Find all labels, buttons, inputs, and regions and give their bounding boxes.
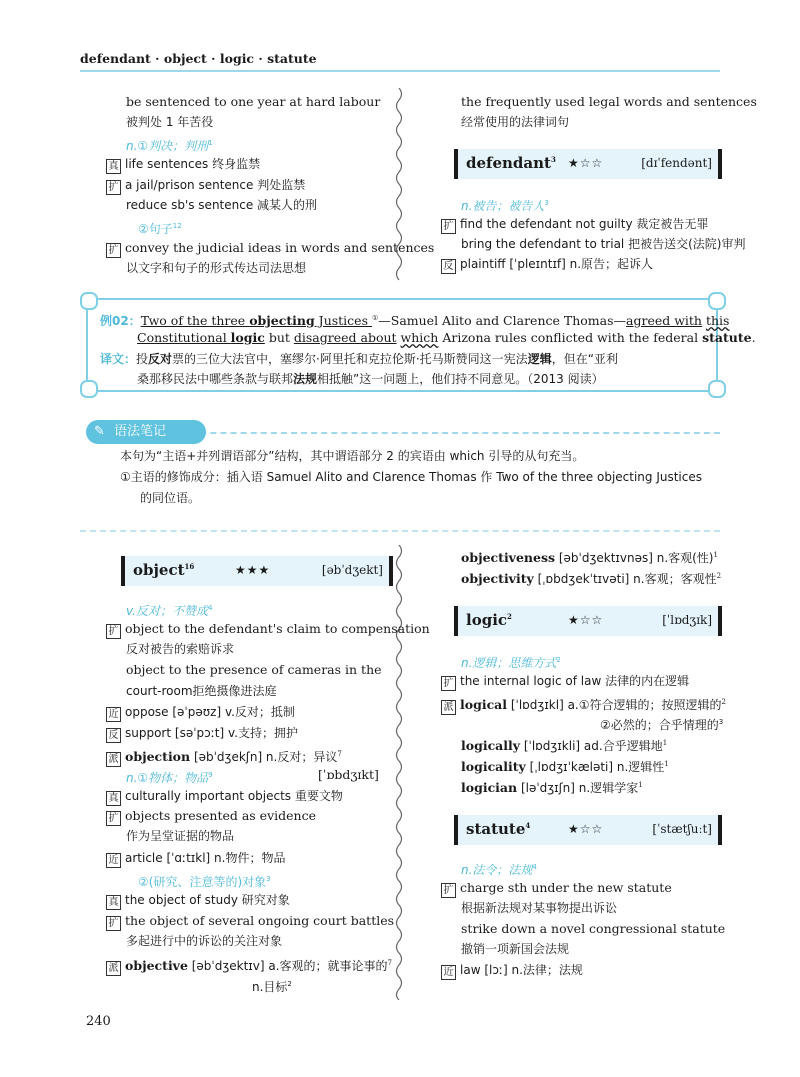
sense: ②(研究、注意等的)对象$^3$ bbox=[138, 875, 271, 890]
text-line: 根据新法规对某事物提出诉讼 bbox=[461, 901, 618, 915]
star-rating: ★★★ bbox=[235, 563, 271, 577]
tag-kuo: 扩 bbox=[106, 624, 121, 639]
corner-ornament-tr bbox=[708, 292, 726, 310]
tag-kuo: 扩 bbox=[441, 676, 456, 691]
corner-ornament-bl bbox=[80, 380, 98, 398]
entry-line: 真 the object of study 研究对象 bbox=[106, 892, 290, 910]
entry-line: 派 objection [əbˈdʒekʃn] n.反对；异议$^7$ bbox=[106, 746, 342, 767]
derivative-line: objectivity [ˌɒbdʒekˈtɪvəti] n.客观；客观性$^2$ bbox=[461, 571, 722, 587]
tag-zhen: 真 bbox=[106, 159, 121, 174]
grammar-line: 的同位语。 bbox=[140, 491, 201, 505]
entry-line: 派 logical [ˈlɒdʒɪkl] a.①符合逻辑的；按照逻辑的$^2$ bbox=[441, 694, 726, 715]
phonetic: [ˈɒbdʒɪkt] bbox=[318, 767, 379, 782]
headword-box-logic bbox=[454, 606, 722, 636]
pen-icon: ✎ bbox=[94, 424, 105, 439]
headword: statute$^4$ bbox=[466, 820, 531, 838]
sense: v.反对；不赞成$^4$ bbox=[126, 604, 213, 619]
derivative-line: objectiveness [əbˈdʒektɪvnəs] n.客观(性)$^1$ bbox=[461, 550, 718, 566]
tag-fan: 反 bbox=[441, 259, 456, 274]
grammar-notes-badge: ✎ 语法笔记 bbox=[86, 420, 206, 444]
headword: logic$^2$ bbox=[466, 611, 512, 629]
entry-line: 扩 charge sth under the new statute bbox=[441, 880, 672, 898]
entry-line: 扩 object to the defendant's claim to compensation bbox=[106, 621, 430, 639]
example-sentence-line1: 例02：Two of the three objecting Justices ①—Samuel Alito and Clarence Thomas—agreed with this bbox=[100, 313, 730, 329]
entry-line: 反 plaintiff [ˈpleɪntɪf] n.原告；起诉人 bbox=[441, 256, 653, 274]
text-line: 经常使用的法律词句 bbox=[461, 115, 570, 129]
sense: n.①物体；物品$^9$ bbox=[126, 771, 213, 786]
entry-line: 近 oppose [əˈpəʊz] v.反对；抵制 bbox=[106, 704, 295, 722]
entry-line: 派 objective [əbˈdʒektɪv] a.客观的；就事论事的$^7$ bbox=[106, 955, 392, 976]
entry-line: 近 law [lɔː] n.法律；法规 bbox=[441, 962, 583, 980]
tag-jin: 近 bbox=[106, 707, 121, 722]
translation-line1: 译文：投反对票的三位大法官中，塞缪尔·阿里托和克拉伦斯·托马斯赞同这一宪法逻辑，但在“亚利 bbox=[100, 352, 618, 366]
corner-ornament-tl bbox=[80, 292, 98, 310]
text-line: reduce sb's sentence 减某人的刑 bbox=[126, 198, 318, 212]
derivative-line: logically [ˈlɒdʒɪkli] ad.合乎逻辑地$^1$ bbox=[461, 738, 668, 754]
entry-line: 扩 the object of several ongoing court battles bbox=[106, 913, 394, 931]
corner-ornament-br bbox=[708, 380, 726, 398]
star-rating: ★☆☆ bbox=[568, 613, 604, 627]
page-header-title: defendant · object · logic · statute bbox=[80, 51, 317, 66]
tag-pai: 派 bbox=[106, 961, 121, 976]
text-line: 以文字和句子的形式传达司法思想 bbox=[126, 261, 307, 275]
sense: n.法令；法规$^4$ bbox=[461, 863, 537, 878]
entry-line: 真 culturally important objects 重要文物 bbox=[106, 788, 343, 806]
tag-jin: 近 bbox=[441, 965, 456, 980]
page-number: 240 bbox=[86, 1014, 111, 1029]
example-label: 例02： bbox=[100, 314, 141, 329]
grammar-line: ①主语的修饰成分：插入语 Samuel Alito and Clarence Thomas 作 Two of the three objecting Justices bbox=[120, 470, 703, 484]
translation-label: 译文： bbox=[100, 352, 137, 366]
entry-line: 近 article [ˈɑːtɪkl] n.物件；物品 bbox=[106, 850, 285, 868]
tag-kuo: 扩 bbox=[106, 180, 121, 195]
text-line: the frequently used legal words and sentences bbox=[461, 94, 757, 109]
entry-line: 扩 convey the judicial ideas in words and sentences bbox=[106, 240, 434, 258]
column-divider-bottom bbox=[393, 545, 405, 1000]
tag-kuo: 扩 bbox=[106, 243, 121, 258]
headword-box-statute bbox=[454, 815, 722, 845]
entry-line: 真 life sentences 终身监禁 bbox=[106, 156, 260, 174]
text-line: court-room拒绝摄像进法庭 bbox=[126, 684, 277, 698]
phonetic: [ˈstætʃuːt] bbox=[652, 822, 712, 836]
headword-box-defendant bbox=[454, 149, 722, 179]
tag-kuo: 扩 bbox=[106, 811, 121, 826]
tag-kuo: 扩 bbox=[106, 916, 121, 931]
translation-line2: 桑那移民法中哪些条款与联邦法规相抵触”这一问题上，他们持不同意见。（2013 阅读） bbox=[137, 372, 604, 386]
tag-zhen: 真 bbox=[106, 895, 121, 910]
section-dash-rule bbox=[80, 530, 720, 532]
headword: object$^{16}$ bbox=[133, 561, 195, 579]
entry-line: 扩 objects presented as evidence bbox=[106, 808, 316, 826]
tag-kuo: 扩 bbox=[441, 883, 456, 898]
entry-line: 扩 the internal logic of law 法律的内在逻辑 bbox=[441, 673, 689, 691]
text-line: 被判处 1 年苦役 bbox=[126, 115, 214, 129]
text-line: strike down a novel congressional statute bbox=[461, 921, 726, 936]
star-rating: ★☆☆ bbox=[568, 822, 604, 836]
entry-line: 扩 a jail/prison sentence 判处监禁 bbox=[106, 177, 305, 195]
text-line: 多起进行中的诉讼的关注对象 bbox=[126, 934, 283, 948]
derivative-line: logician [ləˈdʒɪʃn] n.逻辑学家$^1$ bbox=[461, 780, 643, 796]
entry-line: 反 support [səˈpɔːt] v.支持；拥护 bbox=[106, 725, 298, 743]
sense: n.逻辑；思维方式$^2$ bbox=[461, 656, 561, 671]
sense: n.被告；被告人$^3$ bbox=[461, 199, 549, 214]
tag-pai: 派 bbox=[106, 752, 121, 767]
phonetic: [dɪˈfendənt] bbox=[641, 156, 712, 170]
header-rule bbox=[80, 70, 720, 72]
text-line: be sentenced to one year at hard labour bbox=[126, 94, 381, 109]
phonetic: [ˈlɒdʒɪk] bbox=[662, 613, 712, 627]
text-line: object to the presence of cameras in the bbox=[126, 662, 382, 677]
sense: ②句子$^{12}$ bbox=[138, 222, 182, 237]
star-rating: ★☆☆ bbox=[568, 156, 604, 170]
text-line: 作为呈堂证据的物品 bbox=[126, 829, 235, 843]
text-line: ②必然的；合乎情理的$^3$ bbox=[600, 718, 724, 732]
tag-kuo: 扩 bbox=[441, 219, 456, 234]
headword-box-object bbox=[121, 556, 393, 586]
tag-fan: 反 bbox=[106, 728, 121, 743]
example-sentence-line2: Constitutional logic but disagreed about which Arizona rules conflicted with the federal statute. bbox=[137, 330, 756, 345]
entry-line: 扩 find the defendant not guilty 裁定被告无罪 bbox=[441, 216, 708, 234]
grammar-notes-rule bbox=[150, 432, 720, 434]
tag-zhen: 真 bbox=[106, 791, 121, 806]
text-line: 反对被告的索赔诉求 bbox=[126, 642, 235, 656]
tag-jin: 近 bbox=[106, 853, 121, 868]
grammar-line: 本句为“主语+并列谓语部分”结构，其中谓语部分 2 的宾语由 which 引导的从句充当。 bbox=[120, 449, 585, 463]
tag-pai: 派 bbox=[441, 700, 456, 715]
headword: defendant$^3$ bbox=[466, 154, 556, 172]
sense: n.①判决；判刑$^1$ bbox=[126, 139, 213, 154]
derivative-line: logicality [ˌlɒdʒɪˈkæləti] n.逻辑性$^1$ bbox=[461, 759, 669, 775]
phonetic: [əbˈdʒekt] bbox=[321, 563, 383, 577]
text-line: 撤销一项新国会法规 bbox=[461, 942, 570, 956]
text-line: n.目标$^2$ bbox=[252, 980, 292, 994]
text-line: bring the defendant to trial 把被告送交(法院)审判 bbox=[461, 237, 746, 251]
